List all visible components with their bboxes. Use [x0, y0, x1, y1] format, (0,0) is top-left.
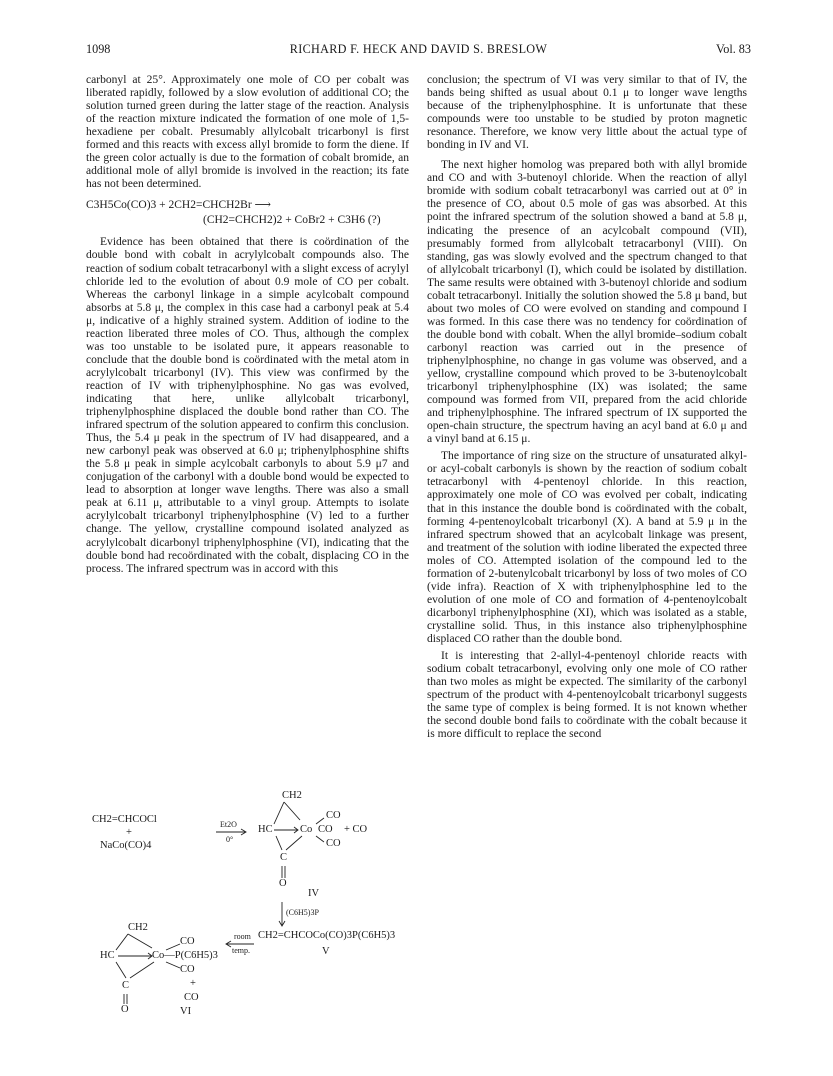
vi-carbon: C: [122, 980, 130, 991]
iv-carbonyl: CO: [326, 810, 341, 821]
compound-label-vi: VI: [180, 1006, 192, 1017]
iv-free-co: + CO: [344, 824, 368, 835]
iv-cobalt: Co: [300, 824, 313, 835]
condition-room: room: [234, 932, 251, 941]
condition-temp: temp.: [232, 946, 250, 955]
paragraph: Evidence has been obtained that there is coördination of the double bond with cobalt in acrylylcobalt compounds also. The reaction of sodium cobalt tetracarbonyl with a slight excess of acrylyl chloride led to the evolution of about 0.9 mole of CO per cobalt. Whereas the carbonyl linkage in a simple acylcobalt compound absorbs at 5.8 μ, the complex in this case had a carbonyl peak at 5.4 μ, indicative of a highly strained system. Addition of iodine to the reaction liberated three moles of CO. Thus, although the complex was too unstable to be isolated pure, it appears reasonable to conclude that the double bond is coördinated with the metal atom in acrylylcobalt tricarbonyl (IV). This view was confirmed by the reaction of IV with triphenylphosphine. No gas was evolved, indicating that here, unlike allylcobalt tricarbonyl, triphenylphosphine displaced the double bond rather than CO. The infrared spectrum of the solution appeared to confirm this conclusion. Thus, the 5.4 μ peak in the spectrum of IV had disappeared, and a new carbonyl peak was observed at 6.0 μ; triphenylphosphine shifts the 5.8 μ peak in simple acylcobalt carbonyls to about 5.9 μ7 and conjugation of the carbonyl with a double bond would be expected to lead to absorption at longer wave lengths. There was also a small peak at 6.11 μ, attributable to a vinyl group. Attempts to isolate acrylylcobalt tricarbonyl triphenylphosphine (V) led to a further change. The yellow, crystalline compound isolated analyzed as acrylylcobalt dicarbonyl triphenylphosphine (VI), indicating that the double bond had recoördinated with the cobalt, displacing CO in the process. The infrared spectrum was in accord with this: [86, 236, 409, 575]
reaction-scheme: [86, 780, 416, 1020]
equation-line: C3H5Co(CO)3 + 2CH2=CHCH2Br ⟶: [86, 199, 272, 212]
condition-temperature: 0°: [226, 835, 234, 844]
vi-plus: +: [190, 978, 196, 989]
right-column: [427, 74, 747, 741]
compound-v-formula: CH2=CHCOCo(CO)3P(C6H5)3: [258, 930, 396, 941]
paragraph: carbonyl at 25°. Approximately one mole of CO per cobalt was liberated rapidly, followed by a slow evolution of additional CO; the solution turned green during the latter stage of the reaction. Analysis of the reaction mixture indicated the formation of one mole of 1,5-hexadiene per cobalt. Presumably allylcobalt tricarbonyl is first formed and this reacts with excess allyl bromide to form the diene. If the green color actually is due to the formation of cobalt bromide, an additional mole of allyl bromide is involved in the reaction; its fate has not been determined.: [86, 74, 409, 191]
volume-label: Vol. 83: [716, 42, 751, 56]
running-authors: RICHARD F. HECK AND DAVID S. BRESLOW: [289, 42, 548, 56]
iv-oxygen: O: [279, 878, 287, 889]
reactant-acrylyl-chloride: CH2=CHCOCl: [92, 814, 157, 825]
paragraph: It is interesting that 2-allyl-4-pentenoyl chloride reacts with sodium cobalt tetracarbonyl, evolving only one mole of CO rather than two moles as might be expected. The similarity of the carbonyl spectrum of the product with 4-pentenoylcobalt tricarbonyl suggests the same type of complex is being formed. It is not known whether the second double bond fails to coördinate with the cobalt because it is more difficult to replace the second: [427, 650, 747, 741]
paragraph: conclusion; the spectrum of VI was very similar to that of IV, the bands being shifted as usual about 0.1 μ to longer wave lengths because of the triphenylphosphine. It is unfortunate that these compounds were too unstable to be studied by proton magnetic resonance. Therefore, we know very little about the actual type of bonding in IV and VI.: [427, 74, 747, 152]
equation: [86, 198, 409, 228]
vi-hc: HC: [100, 950, 115, 961]
paragraph: The next higher homolog was prepared both with allyl bromide and CO and with 3-butenoyl chloride. When the reaction of allyl bromide with sodium cobalt tetracarbonyl was carried out at 0° in the presence of CO, about 0.5 mole of gas was absorbed. At this point the infrared spectrum of the solution showed a band at 5.8 μ, indicating the presence of an acylcobalt compound (VII), presumably formed from allylcobalt tetracarbonyl (VIII). On standing, gas was slowly evolved and the spectrum changed to that of allylcobalt tricarbonyl (I), which could be isolated by distillation. The same results were obtained with 3-butenoyl chloride and sodium cobalt tetracarbonyl. Initially the solution showed the 5.8 μ band, but about two moles of CO were evolved on standing and compound I was formed. In this case there was no tendency for coördination of the double bond with cobalt. When the allyl bromide–sodium cobalt carbonyl reaction was carried out in the presence of triphenylphosphine, no change in gas volume was observed, and a yellow, crystalline compound which proved to be 3-butenoylcobalt tricarbonyl triphenylphosphine (IX) was isolated; the same compound was formed from VII, prepared from the acid chloride and triphenylphosphine. The infrared spectrum of IX supported the open-chain structure, the spectrum having an acyl band at 6.0 μ and a vinyl band at 6.15 μ.: [427, 159, 747, 446]
plus-sign: +: [126, 827, 132, 838]
iv-hc: HC: [258, 824, 273, 835]
compound-label-v: V: [322, 946, 330, 957]
left-column: [86, 74, 409, 576]
iv-carbonyl: CO: [318, 824, 333, 835]
vi-carbonyl: CO: [180, 936, 195, 947]
paragraph: The importance of ring size on the structure of unsaturated alkyl- or acyl-cobalt carbonyls is shown by the reaction of sodium cobalt tetracarbonyl with 4-pentenoyl chloride. In this reaction, approximately one mole of CO was evolved per cobalt, indicating that in this instance the double bond is coördinated with the cobalt, forming 4-pentenoylcobalt tricarbonyl (X). A band at 5.9 μ in the infrared spectrum showed that an acylcobalt linkage was present, and treatment of the solution with iodine liberated the expected three moles of CO. Attempted isolation of the compound led to the formation of 2-butenylcobalt tricarbonyl by loss of two moles of CO (vide infra). Reaction of X with triphenylphosphine led to the evolution of one mole of CO and formation of 4-pentenoylcobalt dicarbonyl triphenylphosphine (XI), which was isolated as a stable, crystalline solid. Thus, in this instance also triphenylphosphine displaced CO rather than the double bond.: [427, 450, 747, 645]
vi-oxygen: O: [121, 1004, 129, 1015]
equation-line: (CH2=CHCH2)2 + CoBr2 + C3H6 (?): [203, 214, 381, 227]
reagent-triphenylphosphine: (C6H5)3P: [286, 908, 319, 917]
vi-free-co: CO: [184, 992, 199, 1003]
page-header: [86, 42, 751, 58]
iv-carbonyl: CO: [326, 838, 341, 849]
condition-solvent: Et2O: [220, 820, 237, 829]
vi-cobalt-phosphine: Co—P(C6H5)3: [152, 950, 218, 961]
reactant-sodium-cobalt-tetracarbonyl: NaCo(CO)4: [100, 840, 152, 851]
iv-ch2: CH2: [282, 790, 302, 801]
compound-label-iv: IV: [308, 888, 320, 899]
vi-carbonyl: CO: [180, 964, 195, 975]
iv-carbon: C: [280, 852, 288, 863]
vi-ch2: CH2: [128, 922, 148, 933]
page-number: 1098: [86, 42, 111, 56]
